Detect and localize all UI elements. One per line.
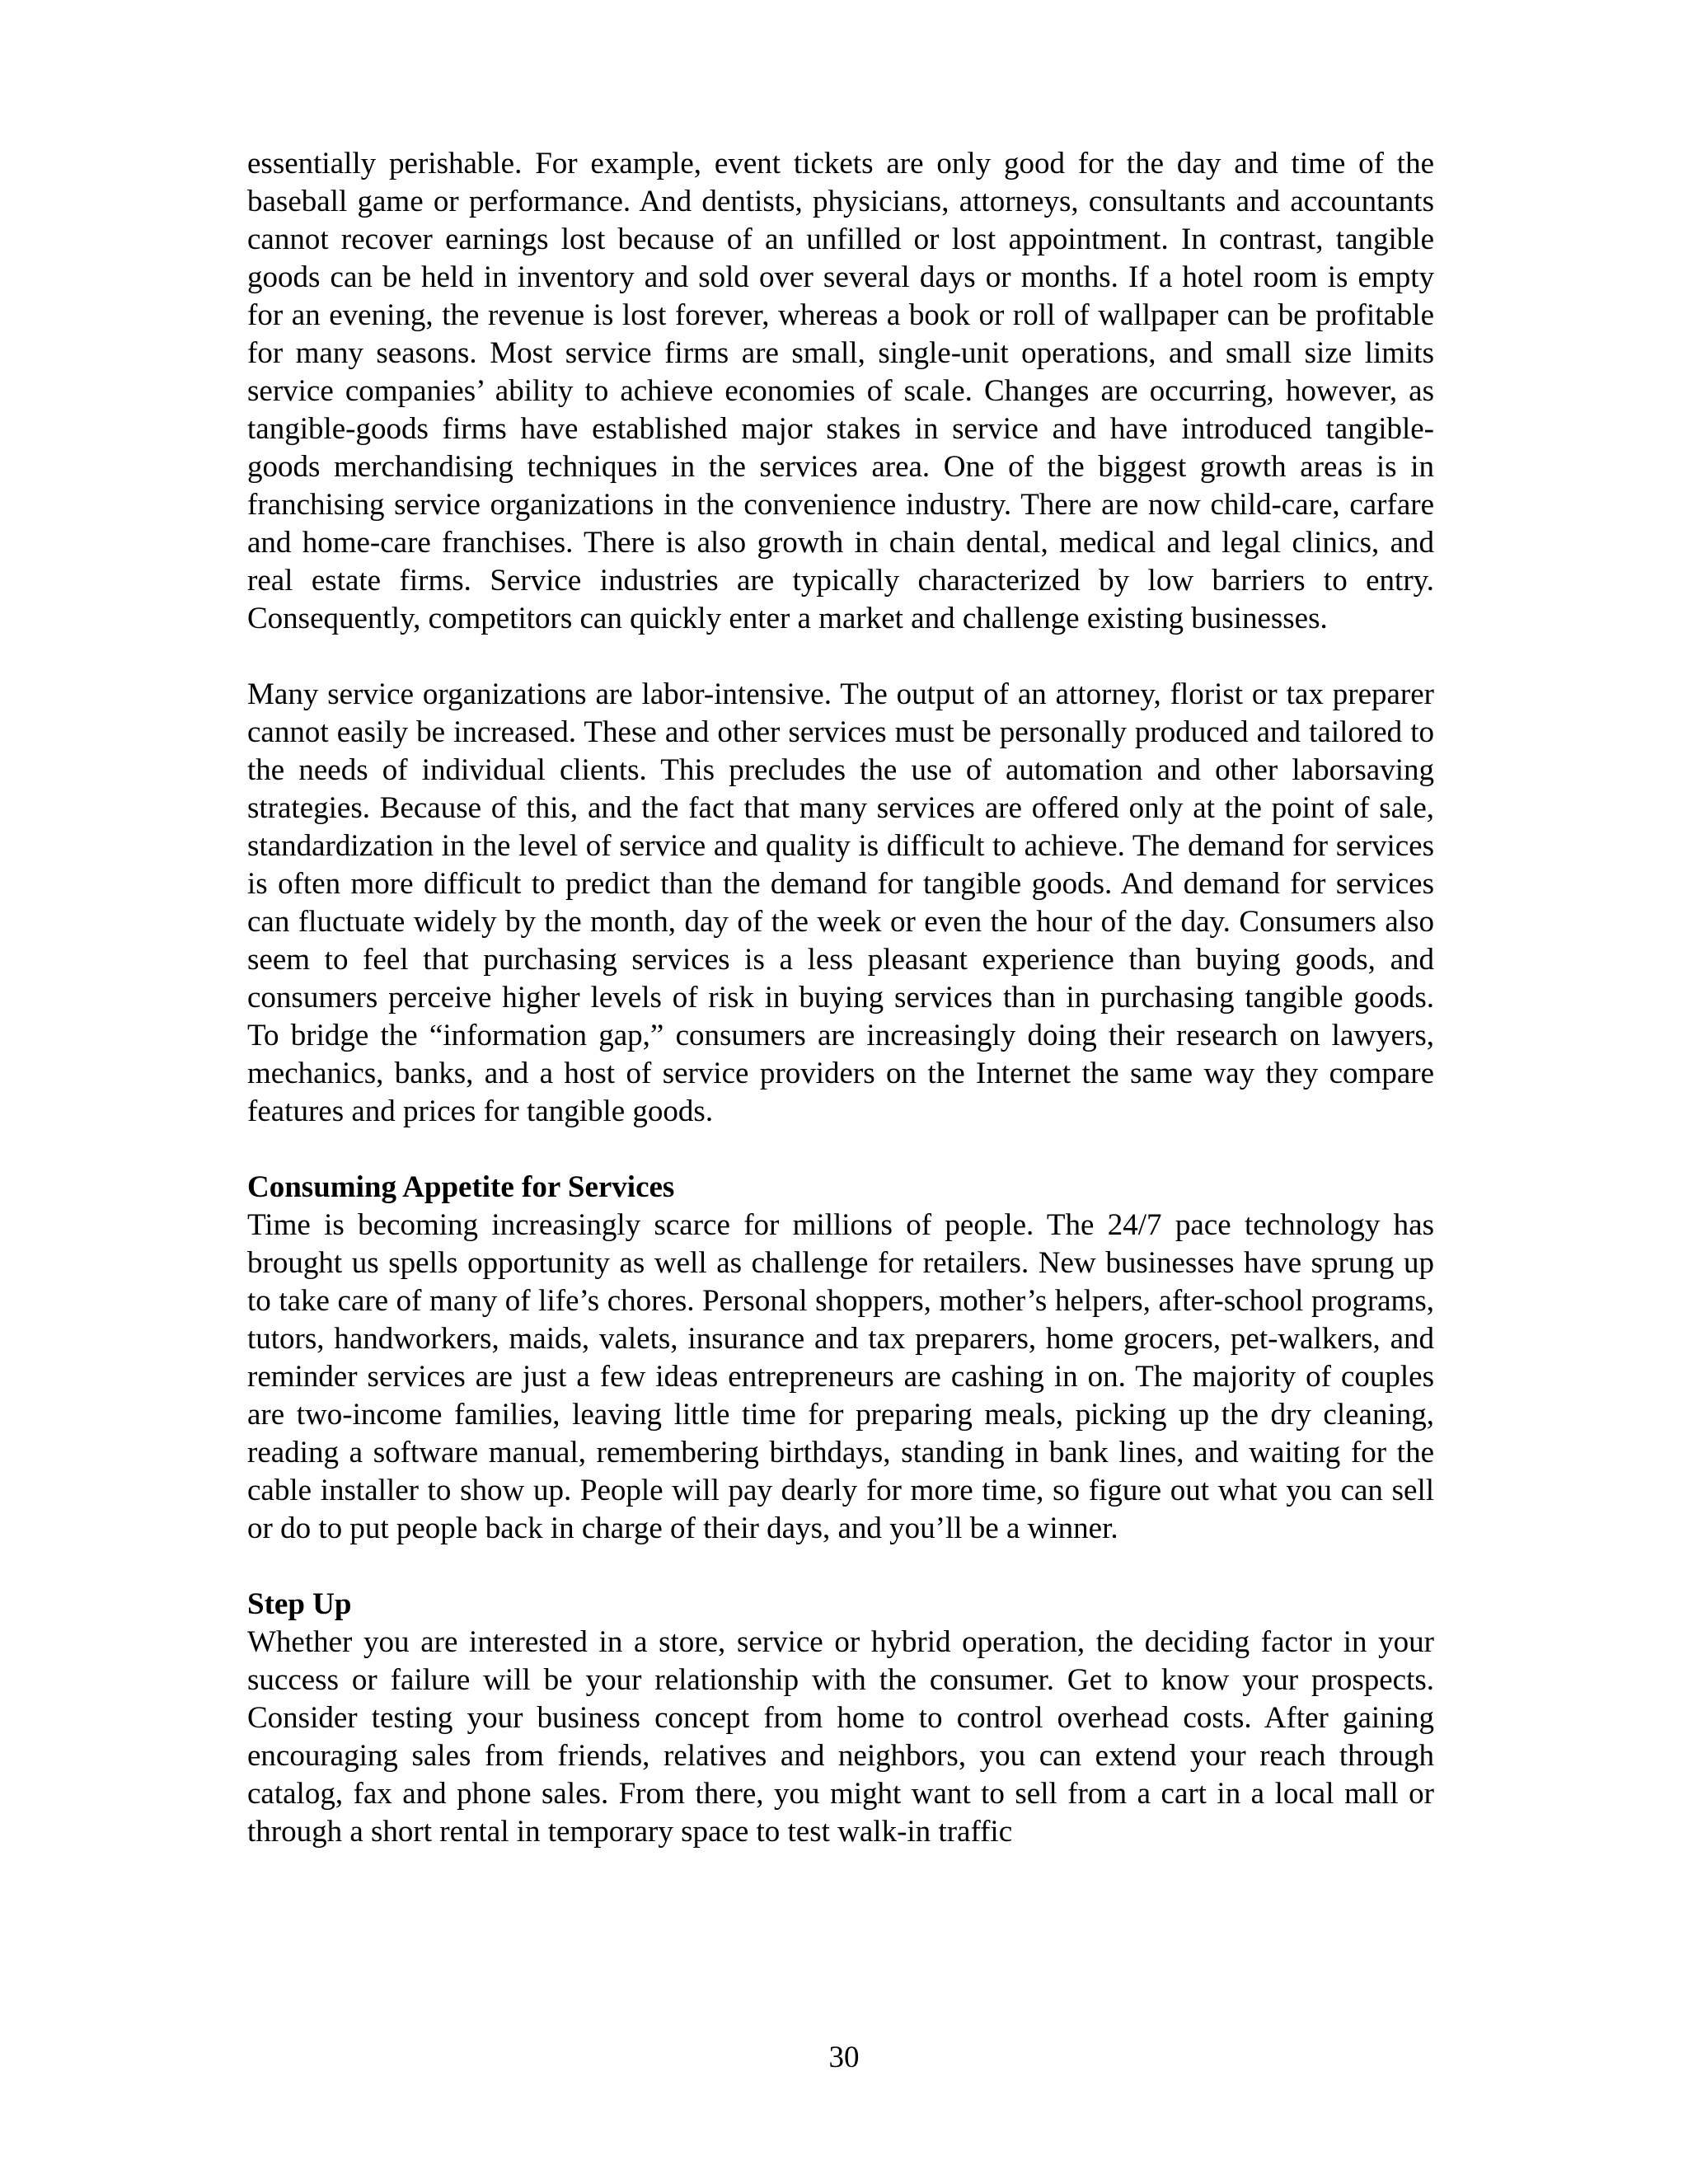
paragraph-spacer (247, 638, 1434, 676)
paragraph-spacer (247, 1131, 1434, 1169)
paragraph-spacer (247, 1548, 1434, 1586)
section-heading-consuming-appetite: Consuming Appetite for Services (247, 1170, 675, 1204)
section-heading-step-up: Step Up (247, 1587, 352, 1621)
page-number: 30 (828, 2041, 860, 2074)
paragraph-perishable-services: essentially perishable. For example, event tickets are only good for the day and time of the baseball game or performance. And dentists, physicians, attorneys, consultants and accountants cannot recover earnings lost because of an unfilled or lost appointment. In contrast, tangible goods can be held in inventory and sold over several days or months. If a hotel room is empty for an evening, the revenue is lost forever, whereas a book or roll of wallpaper can be profitable for many seasons. Most service firms are small, single-unit operations, and small size limits service companies’ ability to achieve economies of scale. Changes are occurring, however, as tangible-goods firms have established major stakes in service and have introduced tangible-goods merchandising techniques in the services area. One of the biggest growth areas is in franchising service organizations in the convenience industry. There are now child-care, carfare and home-care franchises. There is also growth in chain dental, medical and legal clinics, and real estate firms. Service industries are typically characterized by low barriers to entry. Consequently, competitors can quickly enter a market and challenge existing businesses. (247, 147, 1434, 635)
paragraph-step-up: Whether you are interested in a store, service or hybrid operation, the deciding factor in your success or failure will be your relationship with the consumer. Get to know your prospects. Consider testing your business concept from home to control overhead costs. After gaining encouraging sales from friends, relatives and neighbors, you can extend your reach through catalog, fax and phone sales. From there, you might want to sell from a cart in a local mall or through a short rental in temporary space to test walk-in traffic (247, 1625, 1434, 1849)
paragraph-labor-intensive: Many service organizations are labor-intensive. The output of an attorney, florist or tax preparer cannot easily be increased. These and other services must be personally produced and tailored to the needs of individual clients. This precludes the use of automation and other laborsaving strategies. Because of this, and the fact that many services are offered only at the point of sale, standardization in the level of service and quality is difficult to achieve. The demand for services is often more difficult to predict than the demand for tangible goods. And demand for services can fluctuate widely by the month, day of the week or even the hour of the day. Consumers also seem to feel that purchasing services is a less pleasant experience than buying goods, and consumers perceive higher levels of risk in buying services than in purchasing tangible goods. To bridge the “information gap,” consumers are increasingly doing their research on lawyers, mechanics, banks, and a host of service providers on the Internet the same way they compare features and prices for tangible goods. (247, 677, 1434, 1128)
page-body (247, 145, 1434, 1851)
paragraph-consuming-appetite: Time is becoming increasingly scarce for millions of people. The 24/7 pace technology has brought us spells opportunity as well as challenge for retailers. New businesses have sprung up to take care of many of life’s chores. Personal shoppers, mother’s helpers, after-school programs, tutors, handworkers, maids, valets, insurance and tax preparers, home grocers, pet-walkers, and reminder services are just a few ideas entrepreneurs are cashing in on. The majority of couples are two-income families, leaving little time for preparing meals, picking up the dry cleaning, reading a software manual, remembering birthdays, standing in bank lines, and waiting for the cable installer to show up. People will pay dearly for more time, so figure out what you can sell or do to put people back in charge of their days, and you’ll be a winner. (247, 1208, 1434, 1545)
